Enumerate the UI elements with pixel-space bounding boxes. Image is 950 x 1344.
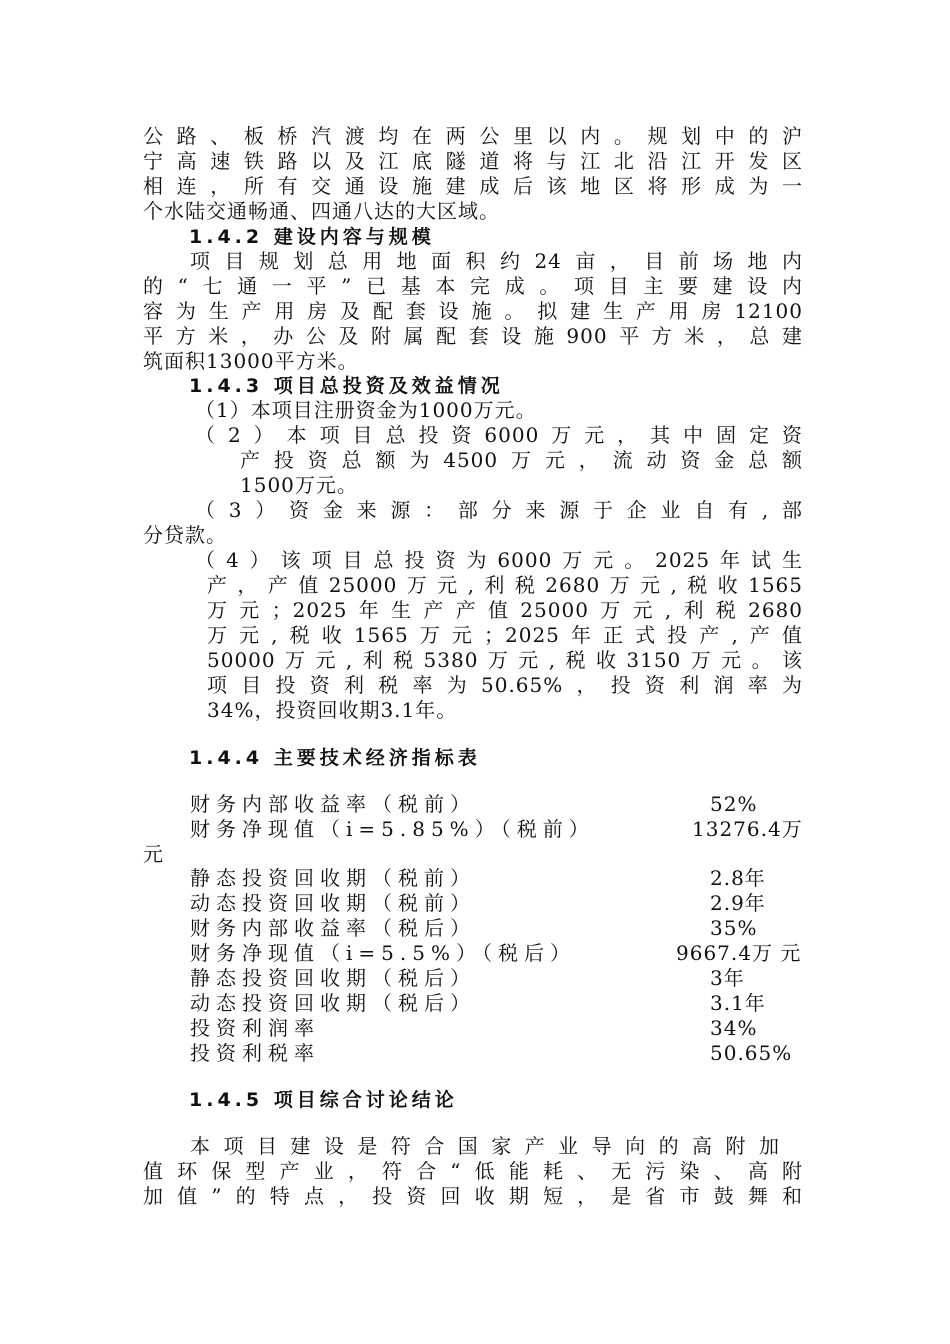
list-item-2-line: 产投资总额为4500万元，流动资金总额 [240, 448, 803, 472]
intro-line: 宁高速铁路以及江底隧道将与江北沿江开发区 [143, 149, 803, 173]
intro-line: 个水陆交通畅通、四通八达的大区域。 [143, 199, 500, 223]
indicator-label: 静态投资回收期（税后） [190, 966, 476, 990]
indicator-label: 投资利润率 [190, 1016, 320, 1040]
paragraph-line: 筑面积13000平方米。 [143, 349, 359, 373]
section-heading-1-4-5: 1.4.5 项目综合讨论结论 [189, 1089, 458, 1111]
list-item-4-line: （4）该项目总投资为6000万元。2025年试生 [195, 548, 803, 572]
indicator-value: 34% [710, 1016, 758, 1040]
paragraph-line: 的“七通一平”已基本完成。项目主要建设内 [143, 274, 803, 298]
indicator-value: 35% [710, 916, 758, 940]
list-item-4-line: 34%，投资回收期3.1年。 [207, 698, 458, 722]
paragraph-line: 加值”的特点，投资回收期短，是省市鼓舞和 [143, 1184, 803, 1208]
indicator-value: 50.65% [710, 1041, 793, 1065]
indicator-label: 动态投资回收期（税前） [190, 891, 476, 915]
indicator-value: 52% [710, 792, 758, 816]
list-item-2-line: （2）本项目总投资6000万元，其中固定资 [195, 423, 803, 447]
list-item-1: （1）本项目注册资金为1000万元。 [195, 398, 537, 422]
indicator-label: 财务净现值（i=5.85%）（税前） [190, 817, 595, 841]
list-item-4-line: 50000万元,利税5380万元,税收3150万元。该 [207, 648, 803, 672]
indicator-value-wrap: 元 [143, 842, 164, 866]
indicator-value: 3.1年 [710, 991, 766, 1015]
indicator-label: 财务净现值（i=5.5%）（税后） [190, 941, 576, 965]
list-item-3-line: 分贷款。 [143, 523, 227, 547]
indicator-label: 财务内部收益率（税后） [190, 916, 476, 940]
indicator-label: 投资利税率 [190, 1041, 320, 1065]
intro-line: 公路、板桥汽渡均在两公里以内。规划中的沪 [143, 124, 803, 148]
indicator-value: 9667.4万 元 [676, 941, 802, 965]
indicator-value: 13276.4万 [692, 817, 803, 841]
indicator-value: 3年 [710, 966, 745, 990]
paragraph-line: 本项目建设是符合国家产业导向的高附加 [190, 1134, 780, 1158]
section-heading-1-4-3: 1.4.3 项目总投资及效益情况 [189, 375, 504, 397]
indicator-value: 2.9年 [710, 891, 766, 915]
paragraph-line: 容为生产用房及配套设施。拟建生产用房12100 [143, 299, 803, 323]
paragraph-line: 平方米，办公及附属配套设施900平方米，总建 [143, 324, 803, 348]
section-heading-1-4-2: 1.4.2 建设内容与规模 [189, 226, 435, 248]
intro-line: 相连，所有交通设施建成后该地区将形成为一 [143, 174, 803, 198]
list-item-4-line: 万元,税收1565万元；2025年正式投产,产值 [207, 623, 803, 647]
list-item-4-line: 项目投资利税率为50.65%，投资利润率为 [207, 673, 803, 697]
paragraph-line: 项目规划总用地面积约24亩，目前场地内 [190, 249, 803, 273]
paragraph-line: 值环保型产业，符合“低能耗、无污染、高附 [143, 1159, 803, 1183]
list-item-4-line: 万元；2025年生产产值25000万元,利税2680 [207, 598, 803, 622]
list-item-3-line: （3）资金来源：部分来源于企业自有,部 [195, 498, 803, 522]
indicator-label: 动态投资回收期（税后） [190, 991, 476, 1015]
indicator-label: 静态投资回收期（税前） [190, 866, 476, 890]
indicator-label: 财务内部收益率（税前） [190, 792, 476, 816]
indicator-value: 2.8年 [710, 866, 766, 890]
list-item-2-line: 1500万元。 [240, 473, 358, 497]
list-item-4-line: 产，产值25000万元,利税2680万元,税收1565 [207, 573, 803, 597]
section-heading-1-4-4: 1.4.4 主要技术经济指标表 [189, 747, 481, 769]
